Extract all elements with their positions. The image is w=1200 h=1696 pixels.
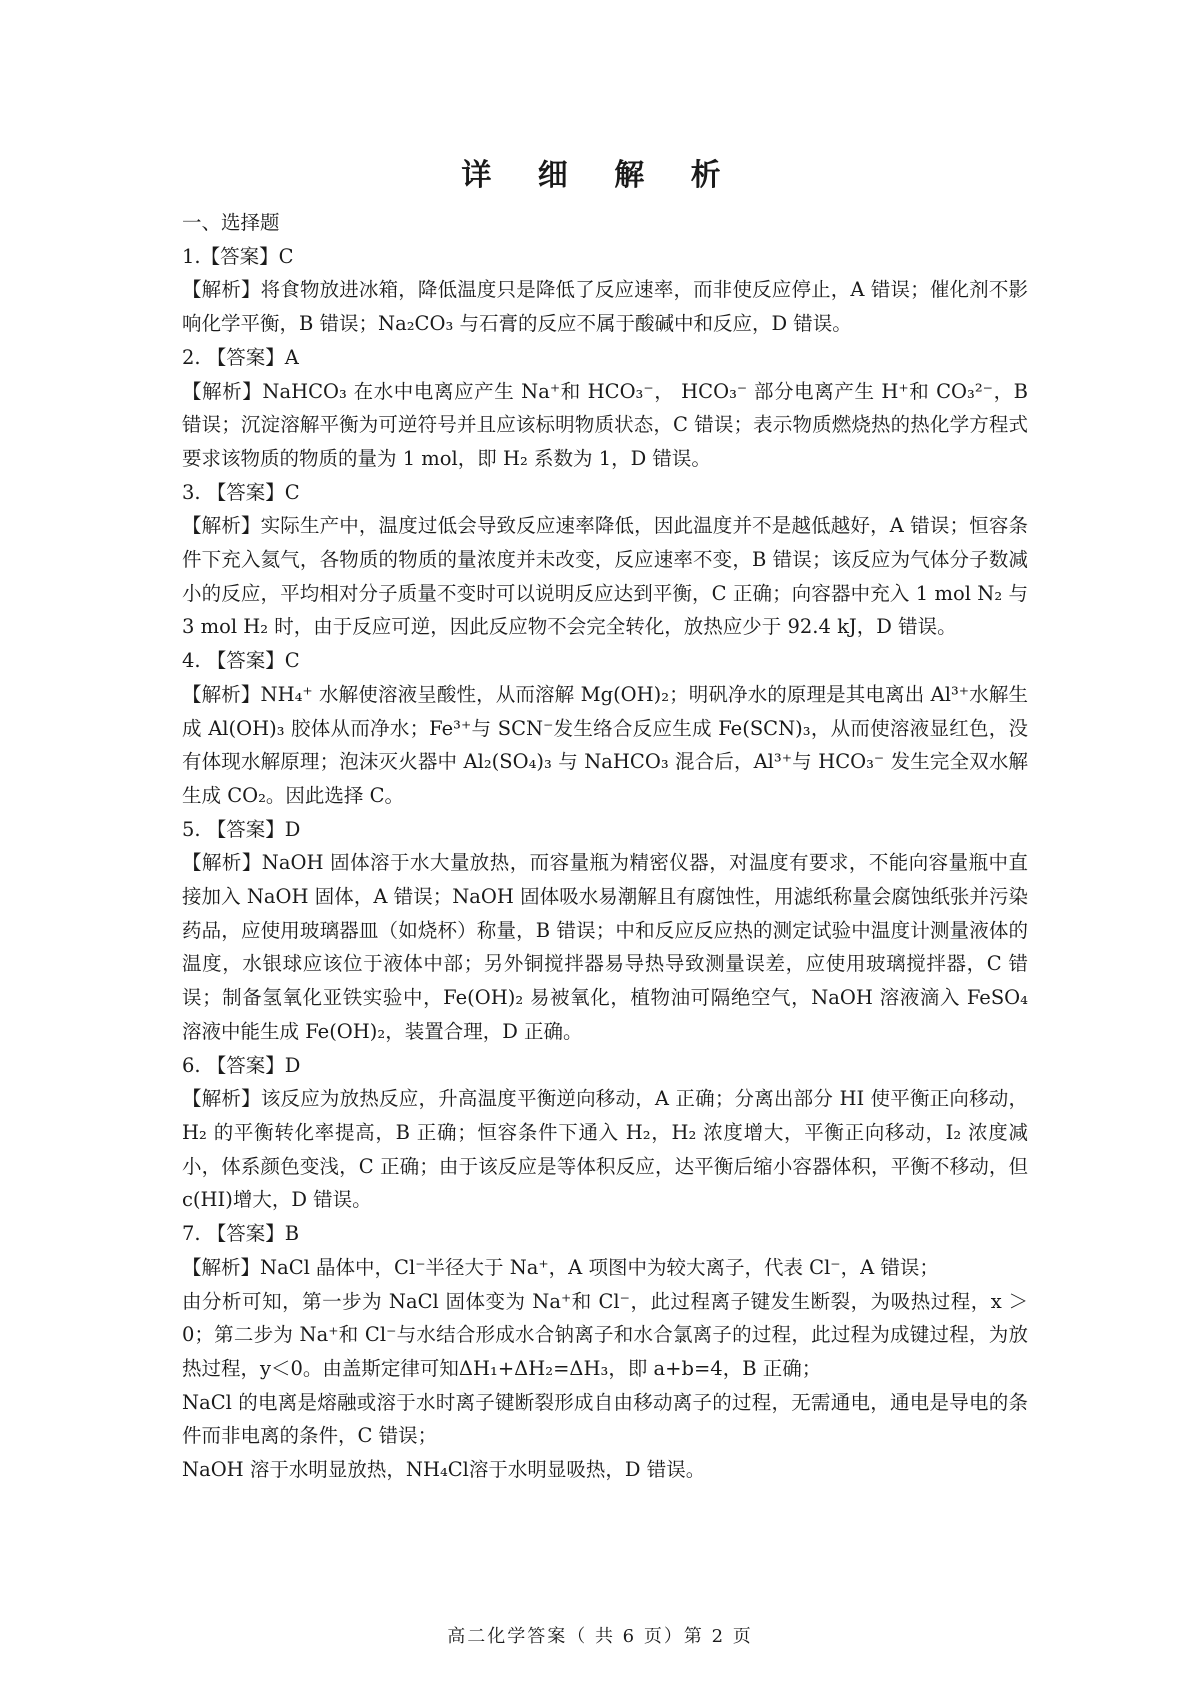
page-footer: 高二化学答案（ 共 6 页）第 2 页 bbox=[447, 1626, 753, 1647]
explanation-text: 【解析】实际生产中，温度过低会导致反应速率降低，因此温度并不是越低越好，A 错误；恒容条件下充入氦气，各物质的物质的量浓度并未改变，反应速率不变，B 错误；该反应为气体分子数减小的反应，平均相对分子质量不变时可以说明反应达到平衡，C 正确；向容器中充入 1 mol N₂ 与 3 mol H₂ 时，由于反应可逆，因此反应物不会完全转化，放热应少于 92.4 kJ，D 错误。 bbox=[182, 514, 1028, 639]
answer-line: 4. 【答案】C bbox=[182, 649, 300, 673]
answer-line: 3. 【答案】C bbox=[182, 480, 300, 504]
answer-line: 6. 【答案】D bbox=[182, 1053, 301, 1077]
explanation-text: NaOH 溶于水明显放热，NH₄Cl溶于水明显吸热，D 错误。 bbox=[182, 1458, 706, 1482]
answer-line: 1.【答案】C bbox=[182, 244, 294, 268]
answer-line: 7. 【答案】B bbox=[182, 1222, 300, 1246]
explanation-text: 【解析】该反应为放热反应，升高温度平衡逆向移动，A 正确；分离出部分 HI 使平衡正向移动，H₂ 的平衡转化率提高，B 正确；恒容条件下通入 H₂，H₂ 浓度增大，平衡正向移动，I₂ 浓度减小，体系颜色变浅，C 正确；由于该反应是等体积反应，达平衡后缩小容器体积，平衡不移动，但 c(HI)增大，D 错误。 bbox=[182, 1087, 1028, 1212]
explanation-text: 由分析可知，第一步为 NaCl 固体变为 Na⁺和 Cl⁻，此过程离子键发生断裂，为吸热过程，x ＞0；第二步为 Na⁺和 Cl⁻与水结合形成水合钠离子和水合氯离子的过程，此过程为成键过程，为放热过程，y＜0。由盖斯定律可知ΔH₁+ΔH₂=ΔH₃，即 a+b=4，B 正确； bbox=[182, 1289, 1029, 1380]
explanation-text: 【解析】NaOH 固体溶于水大量放热，而容量瓶为精密仪器，对温度有要求，不能向容量瓶中直接加入 NaOH 固体，A 错误；NaOH 固体吸水易潮解且有腐蚀性，用滤纸称量会腐蚀纸张并污染药品，应使用玻璃器皿（如烧杯）称量，B 错误；中和反应反应热的测定试验中温度计测量液体的温度，水银球应该位于液体中部；另外铜搅拌器易导热导致测量误差，应使用玻璃搅拌器，C 错误；制备氢氧化亚铁实验中，Fe(OH)₂ 易被氧化，植物油可隔绝空气，NaOH 溶液滴入 FeSO₄ 溶液中能生成 Fe(OH)₂，装置合理，D 正确。 bbox=[182, 851, 1028, 1043]
answer-line: 5. 【答案】D bbox=[182, 817, 301, 841]
explanation-text: 【解析】NaHCO₃ 在水中电离应产生 Na⁺和 HCO₃⁻， HCO₃⁻ 部分电离产生 H⁺和 CO₃²⁻，B 错误；沉淀溶解平衡为可逆符号并且应该标明物质状态，C 错误；表示物质燃烧热的热化学方程式要求该物质的物质的量为 1 mol，即 H₂ 系数为 1，D 错误。 bbox=[182, 379, 1028, 470]
section-label: 一、选择题 bbox=[182, 211, 280, 234]
answer-line: 2. 【答案】A bbox=[182, 345, 299, 369]
explanation-text: NaCl 的电离是熔融或溶于水时离子键断裂形成自由移动离子的过程，无需通电，通电是导电的条件而非电离的条件，C 错误； bbox=[182, 1390, 1028, 1448]
explanation-text: 【解析】将食物放进冰箱，降低温度只是降低了反应速率，而非使反应停止，A 错误；催化剂不影响化学平衡，B 错误；Na₂CO₃ 与石膏的反应不属于酸碱中和反应，D 错误。 bbox=[182, 278, 1028, 336]
page-title: 详 细 解 析 bbox=[461, 158, 739, 193]
answer-content bbox=[182, 206, 1028, 1487]
explanation-text: 【解析】NaCl 晶体中，Cl⁻半径大于 Na⁺，A 项图中为较大离子，代表 Cl⁻，A 错误； bbox=[182, 1255, 939, 1279]
explanation-text: 【解析】NH₄⁺ 水解使溶液呈酸性，从而溶解 Mg(OH)₂；明矾净水的原理是其电离出 Al³⁺水解生成 Al(OH)₃ 胶体从而净水；Fe³⁺与 SCN⁻发生络合反应生成 Fe(SCN)₃，从而使溶液显红色，没有体现水解原理；泡沫灭火器中 Al₂(SO₄)₃ 与 NaHCO₃ 混合后，Al³⁺与 HCO₃⁻ 发生完全双水解生成 CO₂。因此选择 C。 bbox=[182, 682, 1028, 807]
